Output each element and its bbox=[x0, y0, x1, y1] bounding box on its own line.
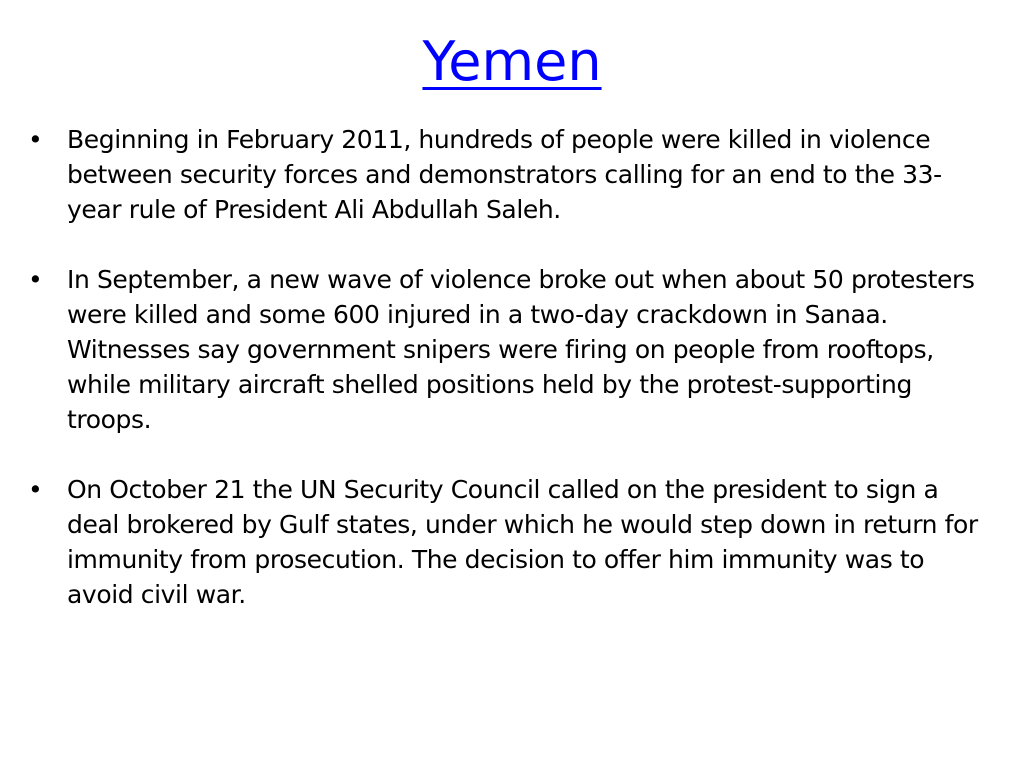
bullet-text: Beginning in February 2011, hundreds of people were killed in violence between security forces and demonstrators calling for an end to the 33-year rule of President Ali Abdullah Saleh. bbox=[67, 125, 942, 224]
bullet-text: In September, a new wave of violence broke out when about 50 protesters were killed and some 600 injured in a two-day crackdown in Sanaa. Witnesses say government snipers were firing on people from rooftops, while military aircraft shelled positions held by the protest-supporting troops. bbox=[67, 265, 975, 434]
bullet-dot-icon: • bbox=[28, 265, 43, 294]
bullet-text: On October 21 the UN Security Council called on the president to sign a deal brokered by Gulf states, under which he would step down in return for immunity from prosecution. The decision to offer him immunity was to avoid civil war. bbox=[67, 475, 978, 609]
bullet-item bbox=[0, 262, 1024, 437]
bullet-dot-icon: • bbox=[28, 125, 43, 154]
bullet-item bbox=[0, 472, 1024, 612]
bullet-item bbox=[0, 122, 1024, 227]
bullet-list bbox=[0, 122, 1024, 647]
title-container bbox=[0, 30, 1024, 93]
bullet-dot-icon: • bbox=[28, 475, 43, 504]
slide-title[interactable]: Yemen bbox=[422, 30, 602, 93]
